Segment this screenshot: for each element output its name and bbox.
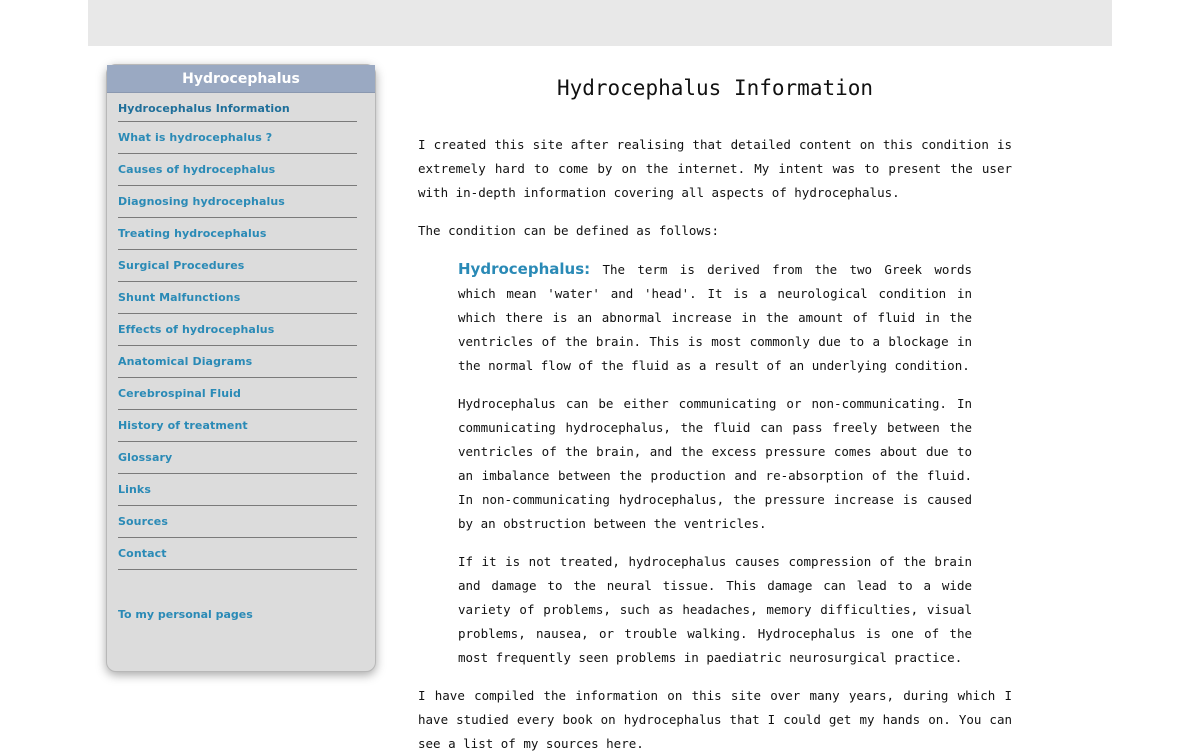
sidebar-link-shunt-malfunctions[interactable]: Shunt Malfunctions xyxy=(118,291,241,304)
sidebar-item xyxy=(118,218,357,250)
sidebar-link-anatomical-diagrams[interactable]: Anatomical Diagrams xyxy=(118,355,253,368)
sidebar-link-sources[interactable]: Sources xyxy=(118,515,168,528)
sidebar-item xyxy=(118,442,357,474)
sidebar-link-hydrocephalus-information[interactable]: Hydrocephalus Information xyxy=(118,102,290,115)
sidebar-link-treating[interactable]: Treating hydrocephalus xyxy=(118,227,267,240)
sidebar-item xyxy=(118,378,357,410)
definition-paragraph xyxy=(458,257,972,378)
sidebar-link-glossary[interactable]: Glossary xyxy=(118,451,173,464)
sidebar-item xyxy=(118,154,357,186)
definition-paragraph-2: Hydrocephalus can be either communicating or non-communicating. In communicating hydrocephalus, the fluid can pass freely between the ventricles of the brain, and the excess pressure comes about due to an imbalance between the production and re-absorption of the fluid. In non-communicating hydrocephalus, the pressure increase is caused by an obstruction between the ventricles. xyxy=(458,396,972,531)
sidebar-item xyxy=(118,186,357,218)
sidebar-item xyxy=(118,122,357,154)
main-content xyxy=(418,70,1012,756)
sidebar-title: Hydrocephalus xyxy=(107,65,375,93)
sidebar xyxy=(106,64,376,672)
sidebar-link-links[interactable]: Links xyxy=(118,483,151,496)
sidebar-link-contact[interactable]: Contact xyxy=(118,547,167,560)
top-banner xyxy=(88,0,1112,46)
sidebar-item xyxy=(118,93,357,122)
definition-lead: The condition can be defined as follows: xyxy=(418,223,720,238)
intro-paragraph: I created this site after realising that detailed content on this condition is extremely hard to come by on the internet. My intent was to present the user with in-depth information covering all aspects of hydrocephalus. xyxy=(418,137,1012,200)
sidebar-item xyxy=(118,282,357,314)
sidebar-item xyxy=(118,506,357,538)
sidebar-item xyxy=(118,250,357,282)
sidebar-link-causes[interactable]: Causes of hydrocephalus xyxy=(118,163,276,176)
sidebar-link-effects[interactable]: Effects of hydrocephalus xyxy=(118,323,275,336)
sidebar-link-diagnosing[interactable]: Diagnosing hydrocephalus xyxy=(118,195,285,208)
sidebar-link-history[interactable]: History of treatment xyxy=(118,419,248,432)
sidebar-link-surgical-procedures[interactable]: Surgical Procedures xyxy=(118,259,245,272)
definition-paragraph-3: If it is not treated, hydrocephalus causes compression of the brain and damage to the neural tissue. This damage can lead to a wide variety of problems, such as headaches, memory difficulties, visual problems, nausea, or trouble walking. Hydrocephalus is one of the most frequently seen problems in paediatric neurosurgical practice. xyxy=(458,554,972,665)
definition-term: Hydrocephalus: xyxy=(458,260,591,278)
sidebar-item xyxy=(118,346,357,378)
sidebar-item xyxy=(118,314,357,346)
sidebar-link-cerebrospinal-fluid[interactable]: Cerebrospinal Fluid xyxy=(118,387,241,400)
personal-pages-link[interactable]: To my personal pages xyxy=(118,608,253,621)
closing-paragraph: I have compiled the information on this site over many years, during which I have studied every book on hydrocephalus that I could get my hands on. You can see a list of my sources here. xyxy=(418,688,1012,751)
sidebar-link-what-is-hydrocephalus[interactable]: What is hydrocephalus ? xyxy=(118,131,273,144)
definition-block xyxy=(458,257,972,670)
page-title: Hydrocephalus Information xyxy=(556,76,874,100)
definition-text: The term is derived from the two Greek words which mean 'water' and 'head'. It is a neurological condition in which there is an abnormal increase in the amount of fluid in the ventricles of the brain. This is most commonly due to a blockage in the normal flow of the fluid as a result of an underlying condition. xyxy=(458,262,972,373)
sidebar-item xyxy=(118,538,357,570)
sidebar-nav xyxy=(107,93,375,570)
sidebar-item xyxy=(118,410,357,442)
sidebar-item xyxy=(118,474,357,506)
